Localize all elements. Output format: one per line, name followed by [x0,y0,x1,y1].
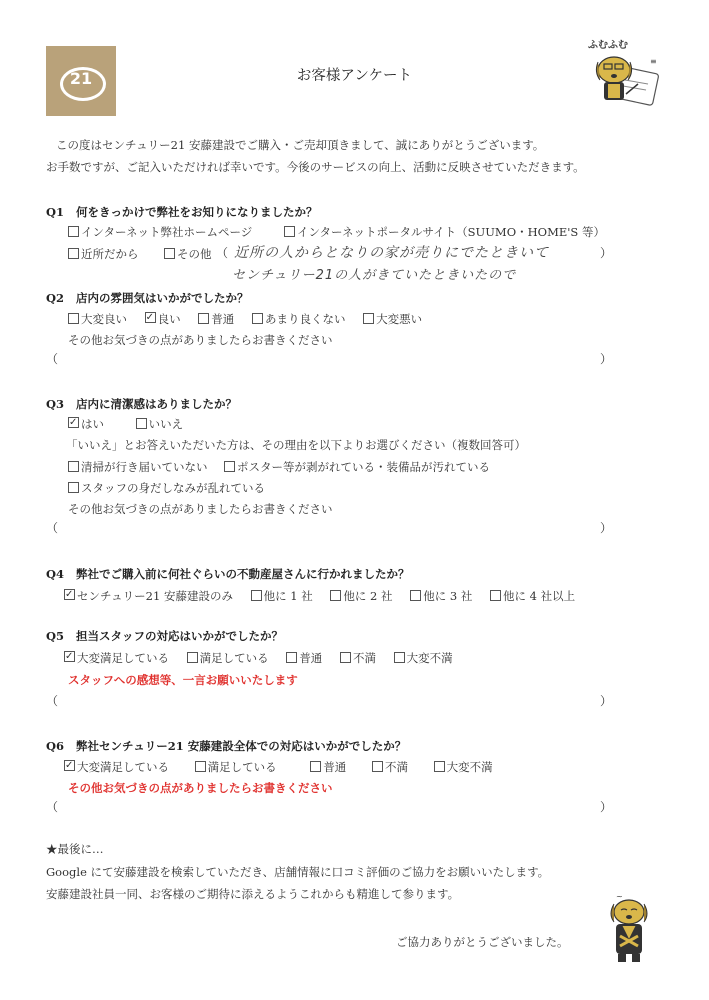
q5-number: Q5 [46,629,65,643]
q2-number: Q2 [46,291,65,305]
bowing-dog-mascot-icon [602,890,656,964]
q4-option-2[interactable] [330,589,392,603]
checkbox-icon[interactable] [68,461,79,472]
q3-comment-field[interactable] [62,519,592,535]
q2-option-normal[interactable] [198,312,234,326]
q1-option-nearby[interactable] [68,246,139,262]
option-label: 普通 [299,651,323,665]
mascot-caption: ふむふむ [588,40,628,51]
q2-comment-open-paren: （ [46,352,59,366]
checkbox-icon[interactable] [286,652,297,663]
checkbox-icon[interactable] [251,590,262,601]
option-label: 満足している [199,651,269,665]
q6-question [46,738,406,754]
q4-question [46,566,410,582]
option-label: 不満 [352,651,376,665]
q6-comment-close-paren: ） [600,800,613,814]
checkbox-icon[interactable] [434,761,445,772]
q2-comment-prompt: その他お気づきの点がありましたらお書きください [68,333,333,347]
q1-question [46,204,318,220]
option-label: 大変不満 [446,760,493,774]
q3-option-yes[interactable] [68,417,104,431]
option-label: 大変満足している [77,651,169,665]
q6-comment-open-paren: （ [46,800,59,814]
q4-option-1[interactable] [251,589,313,603]
intro-line-2: お手数ですが、ご記入いただければ幸いです。今後のサービスの向上、活動に反映させていただきます。 [46,160,585,174]
checkbox-icon[interactable] [310,761,321,772]
checkbox-icon[interactable] [410,590,421,601]
q2-question [46,290,249,306]
option-label: 普通 [211,312,235,326]
checkbox-icon[interactable] [490,590,501,601]
q2-option-very-bad[interactable] [363,312,422,326]
q1-other-open-paren: （ [216,246,229,260]
q3-reason-cleaning[interactable] [68,459,208,475]
q6-option-dissatisfied[interactable] [372,760,408,774]
q2-comment-close-paren: ） [600,352,613,366]
q3-comment-prompt: その他お気づきの点がありましたらお書きください [68,502,333,516]
checkbox-icon[interactable] [68,313,79,324]
q4-number: Q4 [46,567,65,581]
checkbox-icon[interactable] [195,761,206,772]
svg-text:≡: ≡ [650,57,657,66]
q3-option-no[interactable] [136,417,184,431]
checkbox-icon[interactable] [136,418,147,429]
q2-options [68,311,436,327]
q6-option-very-satisfied[interactable] [64,760,169,774]
option-label: 他に 2 社 [343,589,393,603]
option-label: センチュリー21 安藤建設のみ [77,589,233,603]
checkbox-icon[interactable] [68,482,79,493]
q4-text: 弊社でご購入前に何社ぐらいの不動産屋さんに行かれましたか？ [76,567,410,581]
q5-comment-close-paren: ） [600,694,613,708]
checkbox-icon[interactable] [187,652,198,663]
q6-text: 弊社センチュリー21 安藤建設全体での対応はいかがでしたか？ [76,739,407,753]
option-label: あまり良くない [264,312,346,326]
q2-option-very-good[interactable] [68,312,127,326]
q5-option-very-satisfied[interactable] [64,651,169,665]
q5-question [46,628,283,644]
option-label: インターネットポータルサイト（SUUMO・HOME'S 等） [297,225,605,239]
checkbox-icon[interactable] [68,226,79,237]
checkbox-icon[interactable] [330,590,341,601]
q6-comment-field[interactable] [62,798,592,814]
checkbox-checked-icon[interactable] [64,760,75,771]
q5-comment-prompt: スタッフへの感想等、一言お願いいたします [68,673,298,687]
q2-comment-field[interactable] [62,350,592,366]
checkbox-icon[interactable] [224,461,235,472]
q3-comment-open-paren: （ [46,521,59,535]
option-label: 良い [157,312,181,326]
checkbox-icon[interactable] [284,226,295,237]
q1-option-other[interactable] [164,246,212,262]
q2-option-not-good[interactable] [252,312,346,326]
q6-options [64,759,507,775]
q6-number: Q6 [46,739,65,753]
checkbox-icon[interactable] [372,761,383,772]
closing-line-1: Google にて安藤建設を検索していただき、店舗情報に口コミ評価のご協力をお願いいたします。 [46,865,550,879]
option-label: 他に 4 社以上 [503,589,576,603]
q6-comment-prompt: その他お気づきの点がありましたらお書きください [68,781,333,795]
intro-line-1: この度はセンチュリー21 安藤建設でご購入・ご売却頂きまして、誠にありがとうございます。 [56,138,545,152]
option-label: インターネット弊社ホームページ [81,225,253,239]
checkbox-icon[interactable] [340,652,351,663]
q3-reason-grooming[interactable] [68,480,265,496]
q5-option-satisfied[interactable] [187,651,269,665]
q3-comment-close-paren: ） [600,521,613,535]
closing-thanks: ご協力ありがとうございました。 [396,935,569,949]
page-title: お客様アンケート [296,68,413,84]
q3-number: Q3 [46,397,65,411]
q1-handwritten-line-2[interactable]: センチュリー21の人がきていたときいたので [232,268,517,283]
q5-comment-open-paren: （ [46,694,59,708]
q5-options [64,650,467,666]
q3-question [46,396,237,412]
reading-dog-mascot-icon [590,50,662,112]
svg-text:~: ~ [616,892,623,901]
checkbox-icon[interactable] [363,313,374,324]
option-label: 普通 [323,760,347,774]
option-label: 近所だから [81,247,139,261]
option-label: 大変満足している [77,760,169,774]
q1-option-homepage[interactable] [68,224,252,240]
q2-text: 店内の雰囲気はいかがでしたか？ [76,291,249,305]
option-label: 満足している [207,760,277,774]
q4-option-3[interactable] [410,589,472,603]
option-label: 他に 1 社 [263,589,313,603]
checkbox-checked-icon[interactable] [68,417,79,428]
option-label: 不満 [384,760,408,774]
q5-option-dissatisfied[interactable] [340,651,376,665]
q6-option-very-dissatisfied[interactable] [434,760,493,774]
q6-option-normal[interactable] [310,760,346,774]
checkbox-icon[interactable] [198,313,209,324]
checkbox-icon[interactable] [164,248,175,259]
closing-line-2: 安藤建設社員一同、お客様のご期待に添えるようこれからも精進して参ります。 [46,887,460,901]
option-label: 大変良い [81,312,127,326]
option-label: 清掃が行き届いていない [81,460,208,474]
q4-option-4-plus[interactable] [490,589,575,603]
q2-option-good[interactable] [145,312,181,326]
option-label: スタッフの身だしなみが乱れている [81,481,265,495]
q5-option-normal[interactable] [286,651,322,665]
q4-options [64,588,575,604]
q3-reason-posters[interactable] [224,459,490,475]
checkbox-icon[interactable] [252,313,263,324]
option-label: 大変不満 [406,651,453,665]
option-label: その他 [177,247,212,261]
q3-sub-instruction: 「いいえ」とお答えいただいた方は、その理由を以下よりお選びください（複数回答可） [66,438,526,452]
option-label: 大変悪い [376,312,423,326]
q1-text: 何をきっかけで弊社をお知りになりましたか？ [76,205,318,219]
checkbox-icon[interactable] [394,652,405,663]
logo-number: 21 [69,69,93,88]
q4-option-only-us[interactable] [64,589,233,603]
q1-option-portal[interactable] [284,224,605,240]
q3-options [68,416,197,432]
q1-number: Q1 [46,205,65,219]
q1-other-close-paren: ） [600,246,613,260]
q5-option-very-dissatisfied[interactable] [394,651,453,665]
option-label: 他に 3 社 [423,589,473,603]
checkbox-checked-icon[interactable] [145,312,156,323]
checkbox-checked-icon[interactable] [64,589,75,600]
option-label: ポスター等が剥がれている・装備品が汚れている [237,460,490,474]
checkbox-icon[interactable] [68,248,79,259]
checkbox-checked-icon[interactable] [64,651,75,662]
q5-text: 担当スタッフの対応はいかがでしたか？ [76,629,284,643]
q6-option-satisfied[interactable] [195,760,277,774]
q5-comment-field[interactable] [62,692,592,708]
closing-heading: ★最後に… [46,842,104,856]
option-label: はい [81,417,104,431]
q1-handwritten-line-1[interactable]: 近所の人からとなりの家が売りにでたときいて [234,245,549,261]
q3-text: 店内に清潔感はありましたか？ [76,397,238,411]
option-label: いいえ [148,417,184,431]
